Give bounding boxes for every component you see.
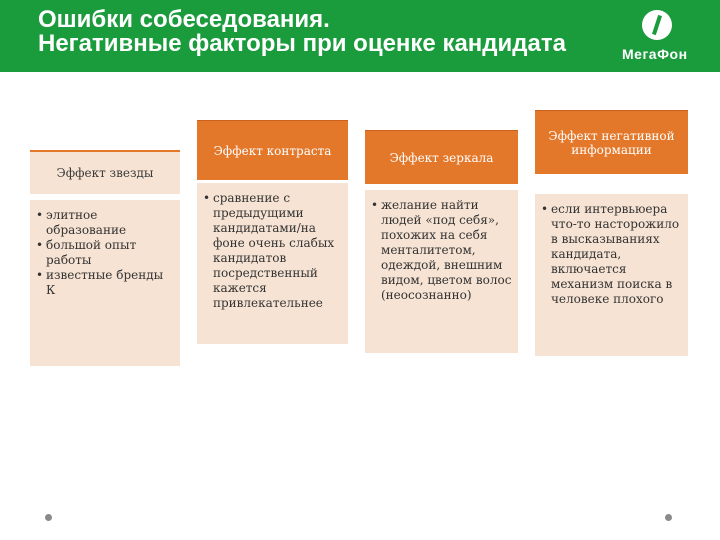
slide-title bbox=[38, 8, 578, 56]
logo-text: МегаФон bbox=[622, 46, 688, 62]
slide-nav-dot-right bbox=[665, 514, 672, 521]
slide-nav-dot-left bbox=[45, 514, 52, 521]
column-body-mirror bbox=[365, 190, 518, 353]
megafon-logo-icon bbox=[642, 10, 672, 40]
title-line-2: Негативные факторы при оценке кандидата bbox=[38, 30, 566, 57]
column-body-star bbox=[30, 200, 180, 366]
list-item: • известные бренды К bbox=[36, 268, 174, 298]
column-heading-mirror: Эффект зеркала bbox=[365, 130, 518, 184]
title-line-1: Ошибки собеседования. bbox=[38, 6, 330, 33]
column-body-contrast bbox=[197, 183, 348, 344]
slide-header bbox=[0, 0, 720, 72]
list-item: • желание найти людей «под себя», похожих на себя менталитетом, одеждой, внешним видом, цветом волос (неосознанно) bbox=[371, 198, 512, 303]
list-item: • элитное образование bbox=[36, 208, 174, 238]
column-heading-negative-info: Эффект негативной информации bbox=[535, 110, 688, 174]
list-item: • сравнение с предыдущими кандидатами/на фоне очень слабых кандидатов посредственный кажется привлекательнее bbox=[203, 191, 342, 311]
column-body-negative-info bbox=[535, 194, 688, 356]
column-heading-contrast: Эффект контраста bbox=[197, 120, 348, 180]
column-heading-star: Эффект звезды bbox=[30, 150, 180, 194]
list-item: • если интервьюера что-то насторожило в высказываниях кандидата, включается механизм поиска в человеке плохого bbox=[541, 202, 682, 307]
list-item: • большой опыт работы bbox=[36, 238, 174, 268]
